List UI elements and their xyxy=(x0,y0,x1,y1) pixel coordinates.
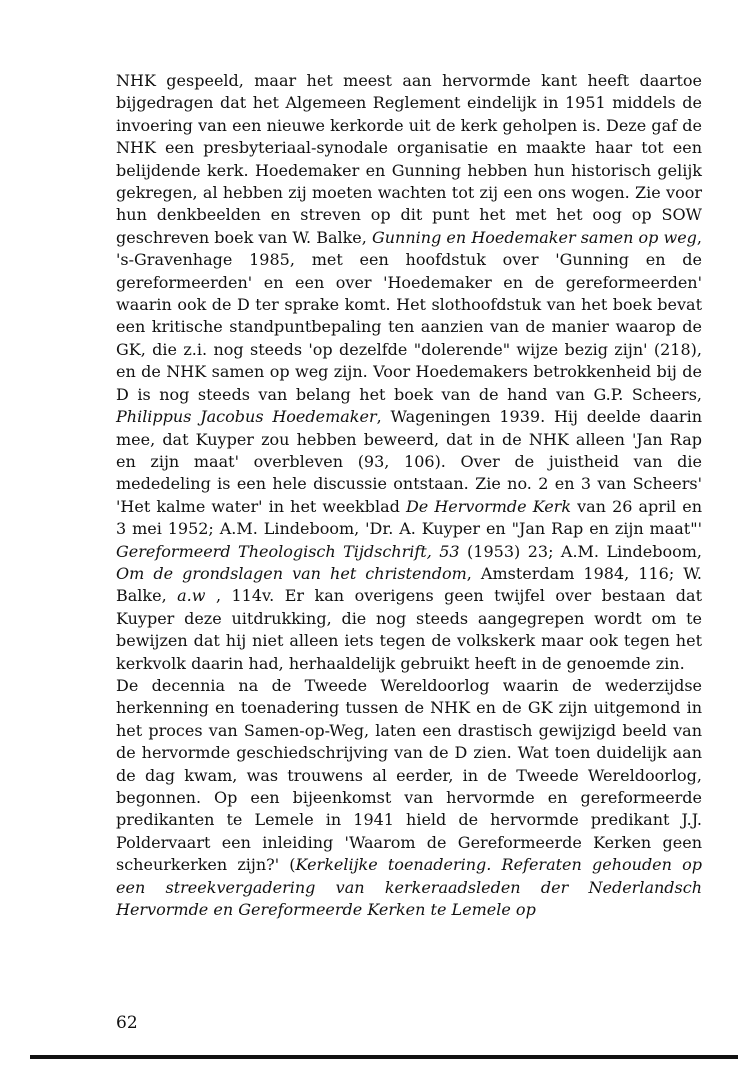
italic-title: De Hervormde Kerk xyxy=(405,496,572,516)
text-run: NHK gespeeld, maar het meest aan hervormde kant heeft daartoe bijgedragen dat het Algemeen Reglement eindelijk in 1951 middels de invoering van een nieuwe kerkorde uit de kerk geholpen is. Deze gaf de NHK een presbyteriaal-synodale organisatie en maakte haar tot een belijdende kerk. Hoedemaker en Gunning hebben hun historisch gelijk gekregen, al hebben zij moeten wachten tot zij een ons wogen. Zie voor hun denkbeelden en streven op dit punt het met het oog op SOW geschreven boek van W. Balke, xyxy=(116,71,702,247)
italic-title: Philippus Jacobus Hoedemaker xyxy=(116,407,377,427)
text-run: (1953) 23; A.M. Lindeboom, xyxy=(459,541,702,561)
text-run: , Amsterdam 1984, 116; W. Balke, xyxy=(116,563,702,606)
text-run: , 114v. Er kan overigens geen twijfel over bestaan dat Kuyper deze uitdrukking, die nog steeds aangegrepen wordt om te bewijzen dat hij niet alleen iets tegen de volkskerk maar ook tegen het kerkvolk daarin had, herhaaldelijk gebruikt heeft in de genoemde zin. xyxy=(116,586,703,673)
page-number: 62 xyxy=(116,1013,138,1033)
paragraph-2 xyxy=(116,675,702,921)
text-run: van 26 april en 3 mei 1952; A.M. Lindeboom, 'Dr. A. Kuyper en "Jan Rap en zijn maat"' xyxy=(116,496,703,539)
italic-title: Gereformeerd Theologisch Tijdschrift, 53 xyxy=(116,541,460,561)
bottom-rule xyxy=(30,1055,738,1059)
italic-title: Kerkelijke toenadering. Referaten gehouden op een streekvergadering van kerkeraadsleden der Nederlandsch Hervormde en Gereformeerde Kerken te Lemele op xyxy=(116,855,702,920)
italic-title: a.w xyxy=(177,586,206,606)
text-run: De decennia na de Tweede Wereldoorlog waarin de wederzijdse herkenning en toenadering tussen de NHK en de GK zijn uitgemond in het proces van Samen-op-Weg, laten een drastisch gewijzigd beeld van de hervormde geschiedschrijving van de D zien. Wat toen duidelijk aan de dag kwam, was trouwens al eerder, in de Tweede Wereldoorlog, begonnen. Op een bijeenkomst van hervormde en gereformeerde predikanten te Lemele in 1941 hield de hervormde predikant J.J. Poldervaart een inleiding 'Waarom de Gereformeerde Kerken geen scheurkerken zijn?' ( xyxy=(116,675,702,875)
paragraph-1 xyxy=(116,70,702,675)
text-run: , Wageningen 1939. Hij deelde daarin mee, dat Kuyper zou hebben beweerd, dat in de NHK alleen 'Jan Rap en zijn maat' overbleven (93, 106). Over de juistheid van die mededeling is een hele discussie ontstaan. Zie no. 2 en 3 van Scheers' 'Het kalme water' in het weekblad xyxy=(116,407,703,516)
italic-title: Om de grondslagen van het christendom xyxy=(116,563,467,583)
body-text xyxy=(116,70,702,921)
italic-title: Gunning en Hoedemaker samen op weg xyxy=(371,227,697,247)
text-run: , 's-Gravenhage 1985, met een hoofdstuk over 'Gunning en de gereformeerden' en een over 'Hoedemaker en de gereformeerden' waarin ook de D ter sprake komt. Het slothoofdstuk van het boek bevat een kritische standpuntbepaling ten aanzien van de manier waarop de GK, die z.i. nog steeds 'op dezelfde "dolerende" wijze bezig zijn' (218), en de NHK samen op weg zijn. Voor Hoedemakers betrokkenheid bij de D is nog steeds van belang het boek van de hand van G.P. Scheers, xyxy=(116,227,702,404)
